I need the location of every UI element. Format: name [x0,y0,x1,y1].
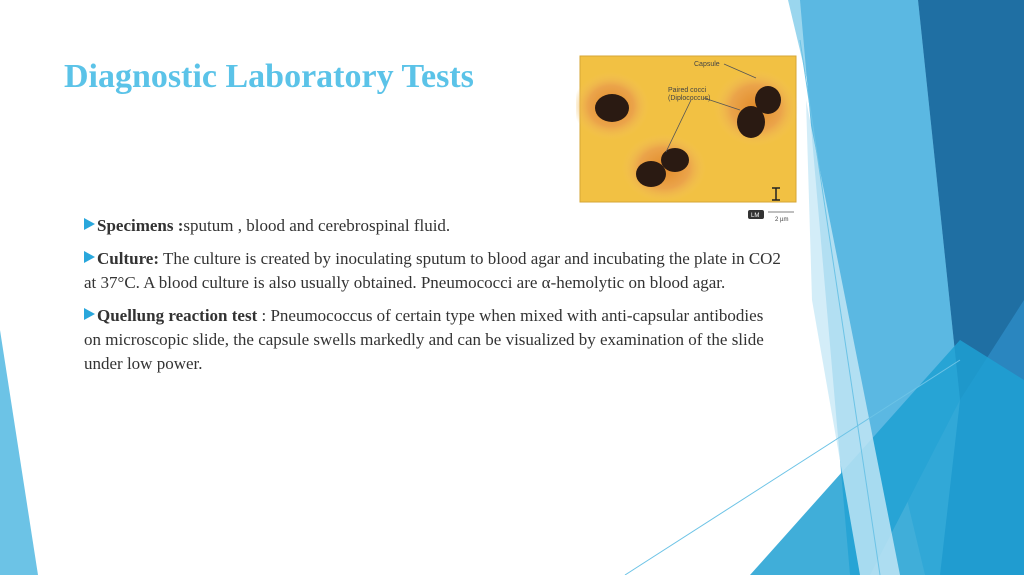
capsule-label: Capsule [694,61,720,68]
bullet-heading: Culture: [97,249,160,268]
coccus-cell [661,148,689,172]
coccus-cell [595,94,629,122]
bullet-text: sputum , blood and cerebrospinal fluid. [183,216,451,235]
bullet-arrow-icon [84,251,95,263]
bullet-arrow-icon [84,218,95,230]
bullet-text: : Pneumococcus of certain type when mixed with anti-capsular antibodies on microscopic slide, the capsule swells markedly and can be visualized by examination of the slide under low power. [84,306,764,373]
bullet-quellung [84,304,784,376]
paired-cocci-label: Paired cocci [668,87,707,94]
scale-label: 2 µm [775,217,789,223]
micrograph-image [576,50,806,226]
lm-badge-text: LM [751,213,760,219]
bullet-culture [84,247,784,295]
diplococcus-label: (Diplococcus) [668,95,711,102]
page-title: Diagnostic Laboratory Tests [64,58,474,95]
bullet-arrow-icon [84,308,95,320]
coccus-cell [636,161,666,187]
bullet-specimens [84,214,784,238]
coccus-cell [755,86,781,114]
bullet-heading: Specimens : [97,216,184,235]
bullet-list [84,214,784,385]
bullet-text: The culture is created by inoculating sputum to blood agar and incubating the plate in CO2 at 37°C. A blood culture is also usually obtained. Pneumococci are α-hemolytic on blood agar. [84,249,781,292]
bullet-heading: Quellung reaction test [97,306,258,325]
left-sliver-shape [0,330,38,575]
